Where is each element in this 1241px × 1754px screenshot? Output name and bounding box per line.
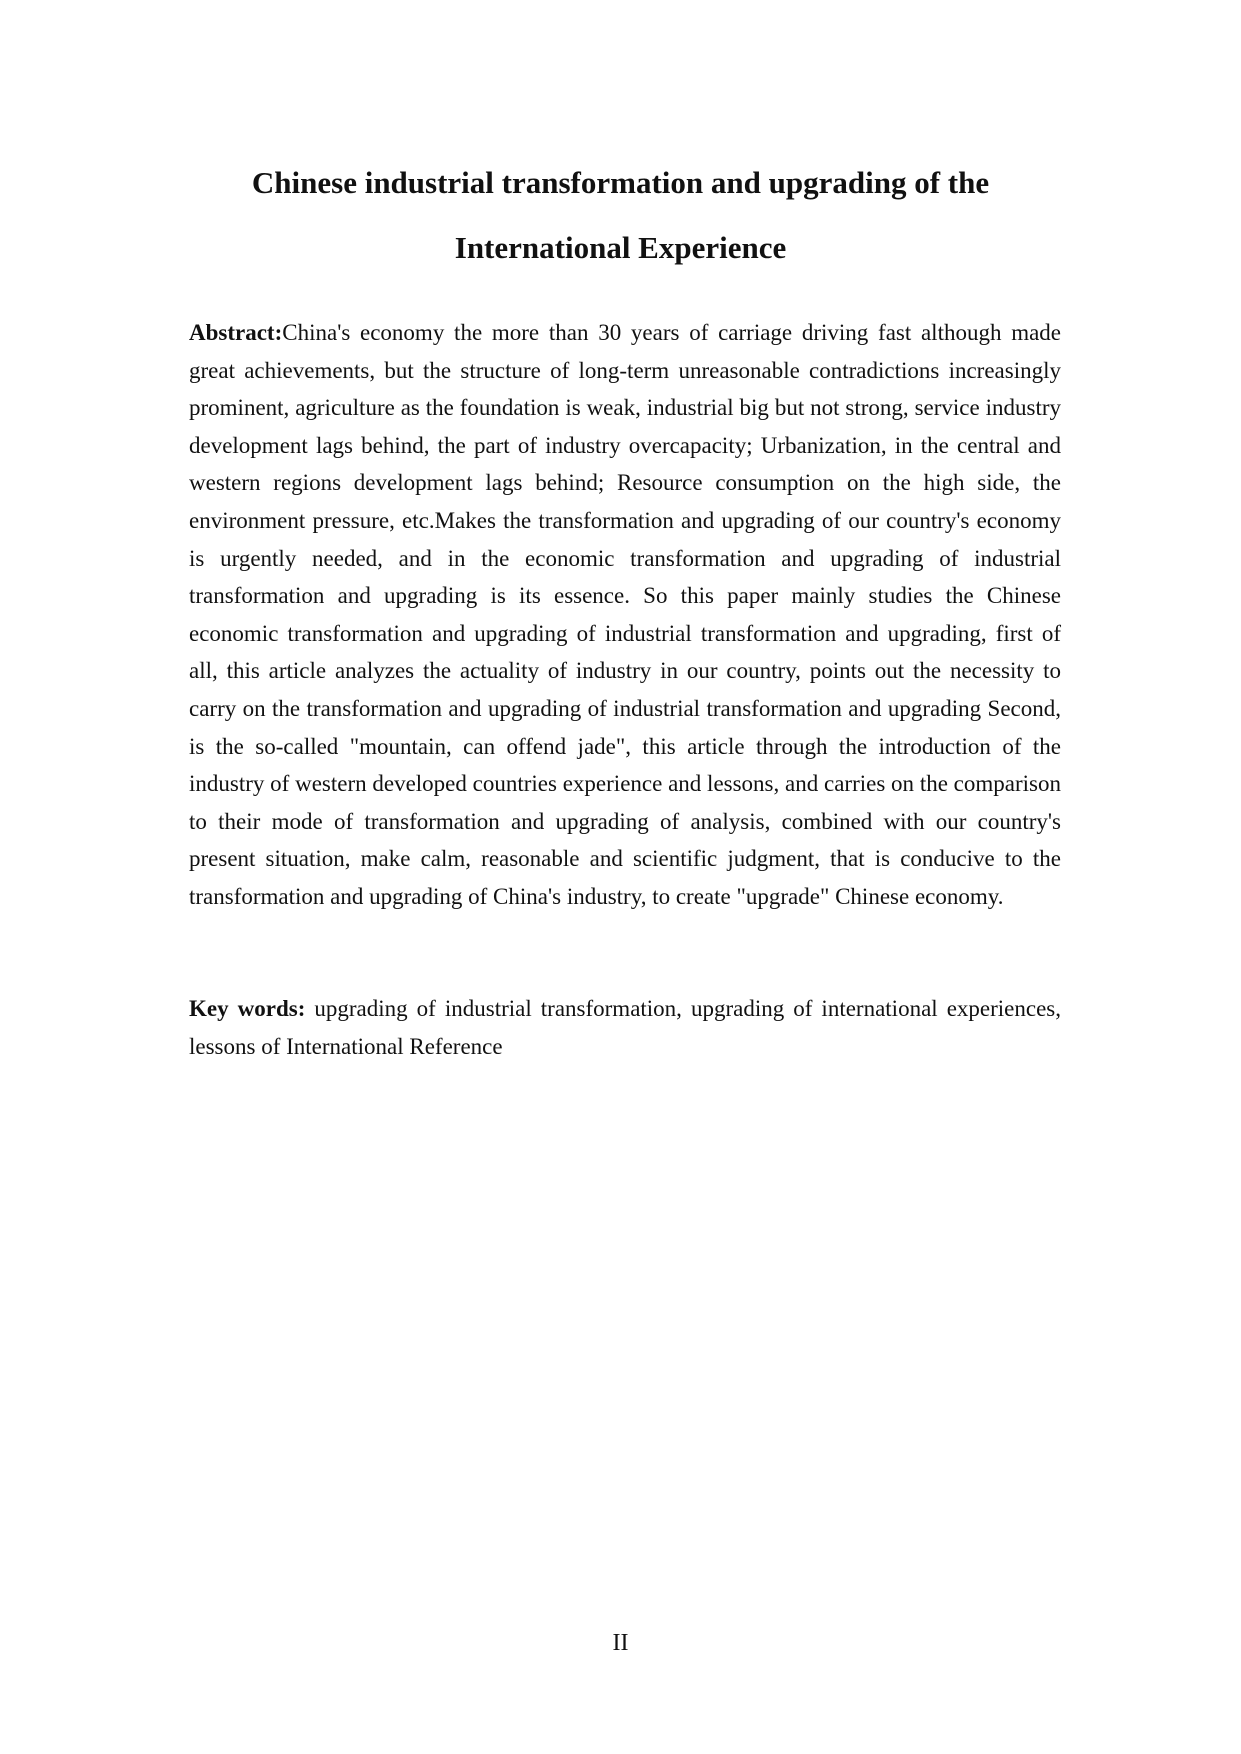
page-number: II [612, 1630, 629, 1656]
abstract-paragraph [189, 314, 1061, 916]
keywords-text: upgrading of industrial transformation, upgrading of international experiences, lessons of International Reference [189, 996, 1061, 1059]
keywords-label: Key words: [189, 996, 306, 1021]
abstract-text: China's economy the more than 30 years of carriage driving fast although made great achievements, but the structure of long-term unreasonable contradictions increasingly prominent, agriculture as the foundation is weak, industrial big but not strong, service industry development lags behind, the part of industry overcapacity; Urbanization, in the central and western regions development lags behind; Resource consumption on the high side, the environment pressure, etc.Makes the transformation and upgrading of our country's economy is urgently needed, and in the economic transformation and upgrading of industrial transformation and upgrading is its essence. So this paper mainly studies the Chinese economic transformation and upgrading of industrial transformation and upgrading, first of all, this article analyzes the actuality of industry in our country, points out the necessity to carry on the transformation and upgrading of industrial transformation and upgrading Second, is the so-called "mountain, can offend jade", this article through the introduction of the industry of western developed countries experience and lessons, and carries on the comparison to their mode of transformation and upgrading of analysis, combined with our country's present situation, make calm, reasonable and scientific judgment, that is conducive to the transformation and upgrading of China's industry, to create "upgrade" Chinese economy. [189, 320, 1061, 909]
document-title-line-2: International Experience [454, 230, 787, 265]
abstract-label: Abstract: [189, 320, 283, 345]
keywords-paragraph [189, 990, 1061, 1065]
document-title-line-1: Chinese industrial transformation and upgrading of the [251, 165, 990, 200]
